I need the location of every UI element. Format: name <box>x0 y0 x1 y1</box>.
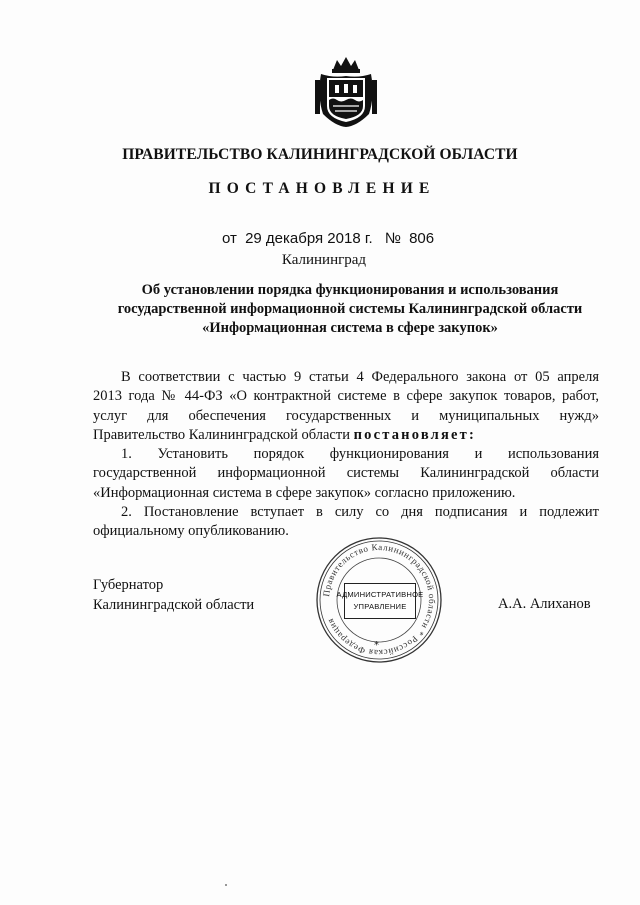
subject-line: «Информационная система в сфере закупок» <box>202 320 498 336</box>
signatory-position-line: Калининградской области <box>93 596 255 613</box>
stamp-star-icon: * <box>374 640 379 651</box>
body-line: услуг для обеспечения государственных и муниципальных нужд» <box>93 407 599 424</box>
subject-line: Об установлении порядка функционирования и использования <box>141 282 559 298</box>
scan-dot <box>225 884 227 886</box>
number-sign: № <box>384 230 401 247</box>
document-type-title: ПОСТАНОВЛЕНИЕ <box>208 180 436 197</box>
date-prefix: от <box>222 230 237 247</box>
body-line: 2. Постановление вступает в силу со дня подписания и подлежит <box>121 504 599 521</box>
body-line: В соответствии с частью 9 статьи 4 Федерального закона от 05 апреля <box>121 369 599 385</box>
city: Калининград <box>281 252 367 268</box>
signatory-position-line: Губернатор <box>93 577 164 593</box>
kaliningrad-coat-of-arms-icon <box>313 56 379 128</box>
stamp-department-box <box>336 583 424 619</box>
document-number: 806 <box>409 230 435 247</box>
date-number-line <box>222 230 438 247</box>
body-line: официальному опубликованию. <box>93 523 289 540</box>
signatory-name: А.А. Алиханов <box>498 596 591 612</box>
stamp-ring-text: Правительство Калининградской области * Российская Федерация <box>321 541 438 659</box>
document-body <box>93 368 599 542</box>
body-text: Правительство Калининградской области <box>93 426 350 443</box>
document-subject <box>100 281 600 338</box>
body-line: 2013 года № 44-ФЗ «О контрактной системе в сфере закупок товаров, работ, <box>93 388 599 405</box>
signatory-position <box>93 576 254 615</box>
stamp-box-line: УПРАВЛЕНИЕ <box>353 602 407 611</box>
subject-line: государственной информационной системы Калининградской области <box>117 301 583 317</box>
decree-word: постановляет: <box>353 426 477 443</box>
document-date: 29 декабря 2018 г. <box>245 230 373 247</box>
stamp-box-line: АДМИНИСТРАТИВНОЕ <box>336 590 424 599</box>
government-title: ПРАВИТЕЛЬСТВО КАЛИНИНГРАДСКОЙ ОБЛАСТИ <box>122 146 518 163</box>
body-line <box>93 426 599 445</box>
body-line: государственной информационной системы Калининградской области <box>93 465 599 482</box>
body-line: «Информационная система в сфере закупок» согласно приложению. <box>93 484 516 501</box>
body-line: 1. Установить порядок функционирования и использования <box>121 446 599 463</box>
